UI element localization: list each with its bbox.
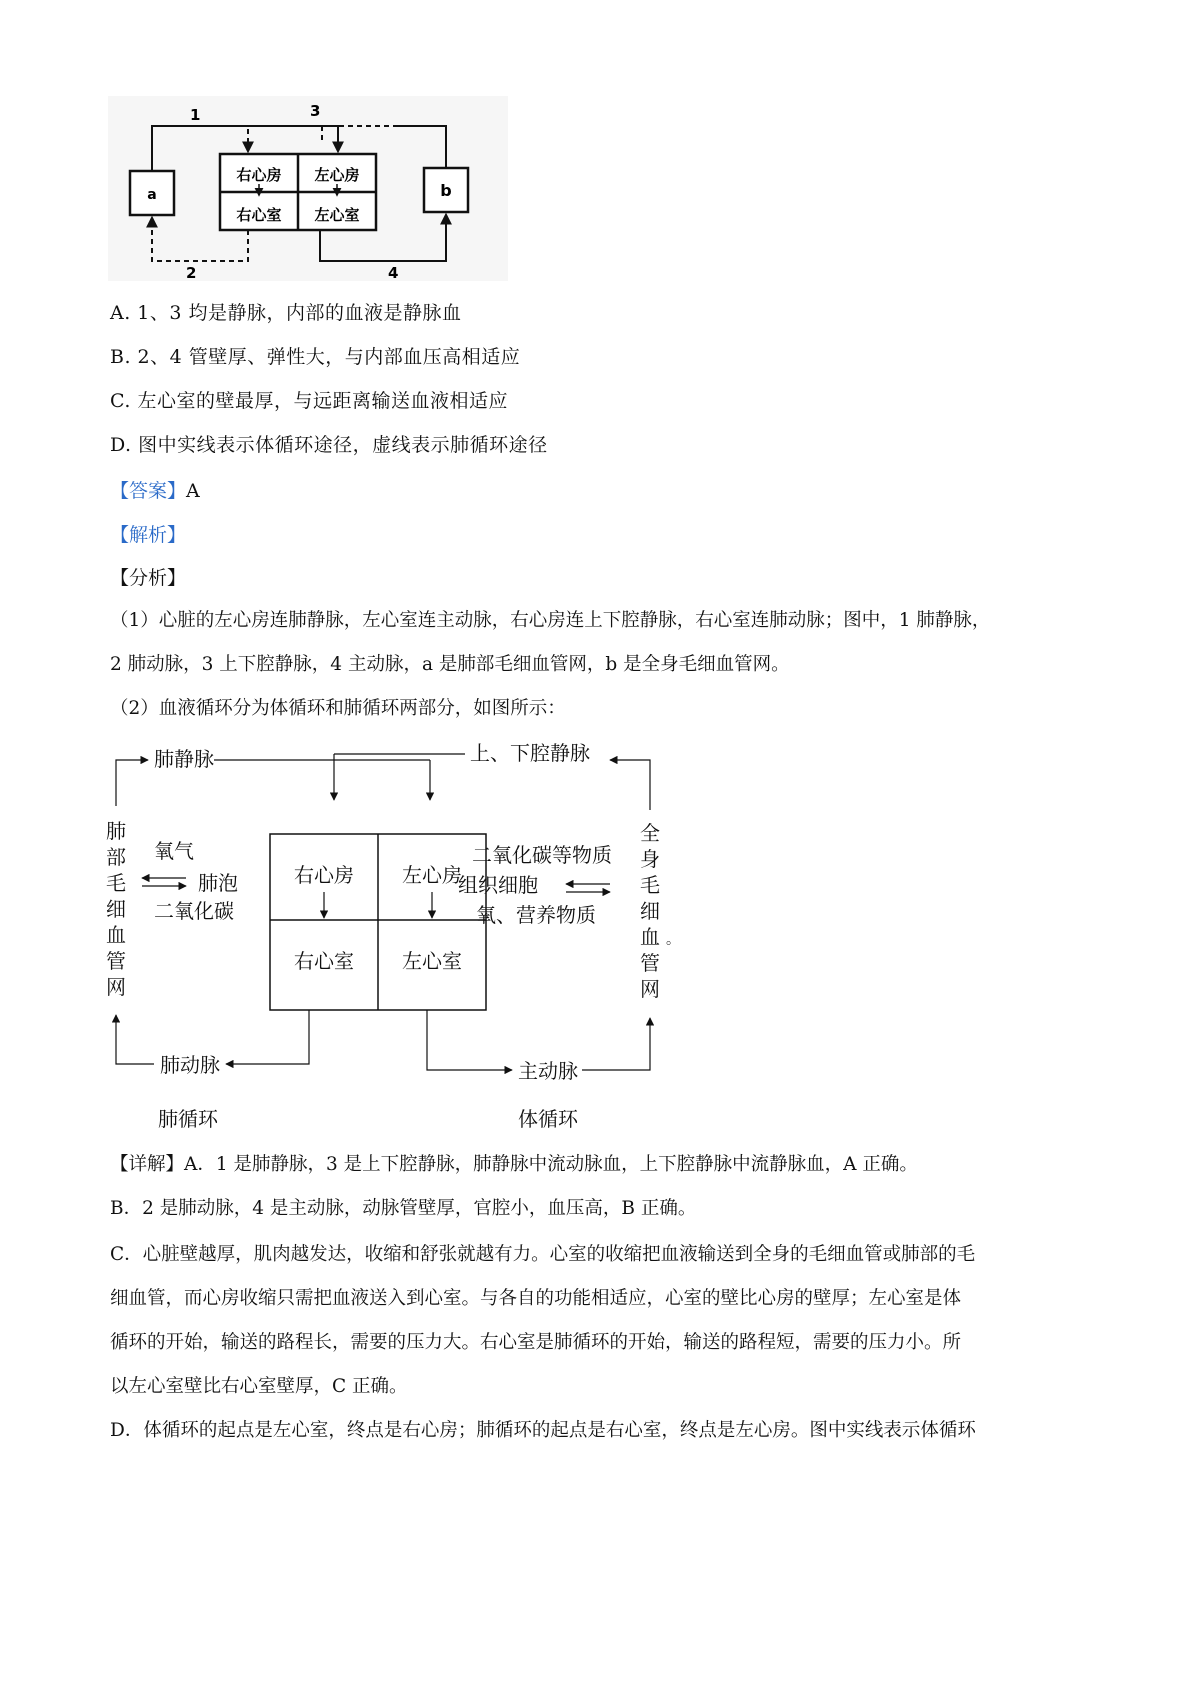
detail-b: B．2 是肺动脉，4 是主动脉，动脉管壁厚，官腔小，血压高，B 正确。 (110, 1198, 697, 1219)
svg-text:a: a (147, 187, 157, 203)
fenxi-p1-line1: （1）心脏的左心房连肺静脉，左心室连主动脉，右心房连上下腔静脉，右心室连肺动脉；图中，1 肺静脉， (110, 610, 991, 631)
answer-value: A (186, 480, 200, 502)
svg-text:3: 3 (310, 102, 321, 120)
svg-text:b: b (440, 181, 452, 200)
lung-capillary-label (106, 819, 126, 999)
svg-text:左心室: 左心室 (402, 949, 462, 973)
svg-text:血: 血 (640, 925, 660, 949)
svg-text:主动脉: 主动脉 (518, 1059, 578, 1083)
detail-c-line3: 循环的开始，输送的路程长，需要的压力大。右心室是肺循环的开始，输送的路程短，需要的压力小。所 (110, 1332, 962, 1353)
svg-text:左心房: 左心房 (402, 863, 462, 887)
detail-c-line4: 以左心室壁比右心室壁厚，C 正确。 (110, 1376, 408, 1397)
detail-tag: 【详解】 (110, 1154, 185, 1175)
svg-text:左心室: 左心室 (314, 206, 360, 224)
svg-text:网: 网 (106, 975, 126, 999)
svg-text:毛: 毛 (640, 873, 660, 897)
svg-text:二氧化碳: 二氧化碳 (154, 899, 234, 923)
option-d: D. 图中实线表示体循环途径，虚线表示肺循环途径 (110, 434, 548, 456)
fenxi-p2: （2）血液循环分为体循环和肺循环两部分，如图所示： (110, 698, 566, 719)
svg-text:毛: 毛 (106, 871, 126, 895)
svg-text:右心室: 右心室 (294, 949, 354, 973)
option-c: C. 左心室的壁最厚，与远距离输送血液相适应 (110, 390, 508, 412)
blood-circulation-diagram (106, 740, 730, 1150)
svg-text:左心房: 左心房 (314, 166, 360, 184)
svg-text:右心房: 右心房 (236, 166, 282, 184)
option-b: B. 2、4 管壁厚、弹性大，与内部血压高相适应 (110, 346, 521, 368)
svg-text:右心室: 右心室 (236, 206, 282, 224)
body-capillary-label (640, 821, 680, 1001)
svg-text:肺动脉: 肺动脉 (160, 1053, 220, 1077)
svg-text:2: 2 (186, 264, 197, 282)
answer-line (110, 476, 200, 503)
option-a: A. 1、3 均是静脉，内部的血液是静脉血 (110, 302, 462, 324)
svg-text:上、下腔静脉: 上、下腔静脉 (470, 741, 590, 765)
svg-text:身: 身 (640, 847, 660, 871)
svg-text:网: 网 (640, 977, 660, 1001)
svg-text:4: 4 (388, 264, 399, 282)
detail-c-line2: 细血管，而心房收缩只需把血液送入到心室。与各自的功能相适应，心室的壁比心房的壁厚；左心室是体 (110, 1288, 962, 1309)
svg-text:右心房: 右心房 (294, 863, 354, 887)
svg-text:肺静脉: 肺静脉 (154, 747, 214, 771)
svg-text:组织细胞: 组织细胞 (458, 873, 538, 897)
svg-text:细: 细 (640, 899, 660, 923)
fenxi-tag: 【分析】 (110, 567, 187, 589)
svg-text:氧气: 氧气 (154, 839, 194, 863)
answer-tag: 【答案】 (110, 480, 187, 502)
svg-text:肺泡: 肺泡 (198, 871, 238, 895)
svg-text:二氧化碳等物质: 二氧化碳等物质 (472, 843, 612, 867)
svg-text:1: 1 (190, 106, 201, 124)
detail-a (110, 1150, 918, 1176)
svg-text:肺: 肺 (106, 819, 126, 843)
svg-text:管: 管 (640, 951, 660, 975)
svg-text:氧、营养物质: 氧、营养物质 (476, 903, 596, 927)
svg-text:体循环: 体循环 (518, 1107, 578, 1131)
heart-circulation-figure (108, 96, 508, 281)
svg-text:血: 血 (106, 923, 126, 947)
svg-text:部: 部 (106, 845, 126, 869)
analysis-tag: 【解析】 (110, 524, 187, 546)
svg-text:全: 全 (640, 821, 660, 845)
fenxi-p1-line2: 2 肺动脉，3 上下腔静脉，4 主动脉，a 是肺部毛细血管网，b 是全身毛细血管网。 (110, 654, 790, 675)
detail-a-text: A．1 是肺静脉，3 是上下腔静脉，肺静脉中流动脉血，上下腔静脉中流静脉血，A 正确。 (184, 1154, 918, 1175)
svg-text:细: 细 (106, 897, 126, 921)
detail-d-line1: D．体循环的起点是左心室，终点是右心房；肺循环的起点是右心室，终点是左心房。图中实线表示体循环 (110, 1420, 976, 1441)
svg-text:管: 管 (106, 949, 126, 973)
svg-text:。: 。 (666, 932, 680, 948)
detail-c-line1: C．心脏壁越厚，肌肉越发达，收缩和舒张就越有力。心室的收缩把血液输送到全身的毛细血管或肺部的毛 (110, 1244, 976, 1265)
svg-text:肺循环: 肺循环 (158, 1107, 218, 1131)
